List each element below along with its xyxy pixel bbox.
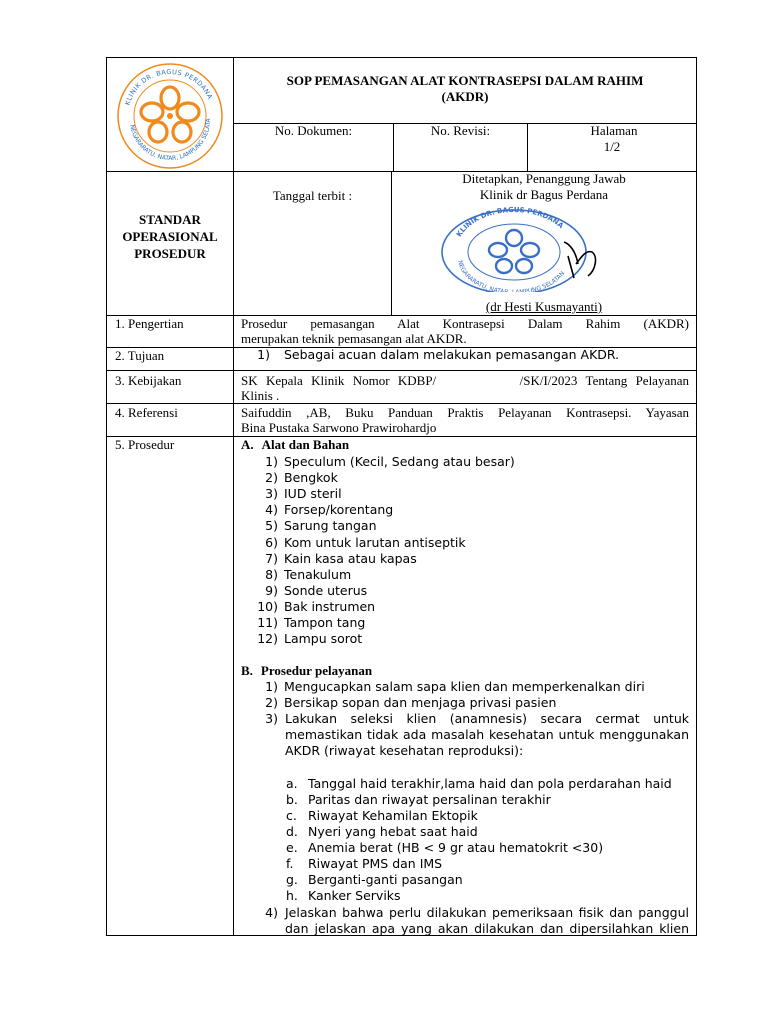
document-title: SOP PEMASANGAN ALAT KONTRASEPSI DALAM RAHIM (AKDR) bbox=[286, 73, 644, 104]
svg-text:KLINIK DR. BAGUS PERDANA: KLINIK DR. BAGUS PERDANA bbox=[455, 205, 565, 239]
ditetapkan-block: Ditetapkan, Penanggung Jawab Klinik dr Bagus Perdana bbox=[462, 171, 626, 202]
tanggal-terbit-label: Tanggal terbit : bbox=[272, 188, 353, 203]
alat-item-text: Bak instrumen bbox=[284, 598, 376, 614]
svg-text:NEGARARATU, NATAR, LAMPUNG SEL: NEGARARATU, NATA PUNG SELATAN bbox=[456, 259, 567, 292]
referensi-line2: Bina Pustaka Sarwono Prawirohardjo bbox=[241, 420, 437, 435]
prosedur-label: 5. Prosedur bbox=[115, 437, 175, 452]
riwayat-item-letter: d. bbox=[286, 824, 298, 839]
alat-item-number: 7) bbox=[265, 550, 278, 566]
riwayat-item-text: Berganti-ganti pasangan bbox=[308, 872, 463, 887]
pengertian-line2: merupakan teknik pemasangan alat AKDR. bbox=[241, 331, 467, 346]
alat-item-number: 1) bbox=[265, 454, 278, 469]
riwayat-item-letter: e. bbox=[286, 840, 298, 855]
referensi-line1: Saifuddin ,AB, Buku Panduan Praktis Pelayanan Kontrasepsi. Yayasan bbox=[241, 405, 689, 420]
alat-heading: A. Alat dan Bahan bbox=[241, 437, 350, 452]
step3-line2: memastikan tidak ada masalah kesehatan untuk menggunakan bbox=[285, 727, 689, 742]
riwayat-item-letter: b. bbox=[286, 792, 298, 807]
riwayat-item-letter: a. bbox=[286, 776, 298, 791]
riwayat-item-text: Anemia berat (HB < 9 gr atau hematokrit <30) bbox=[308, 840, 604, 855]
riwayat-item-letter: f. bbox=[286, 856, 294, 871]
sop-label: STANDAR OPERASIONAL PROSEDUR bbox=[122, 212, 218, 261]
riwayat-item-letter: g. bbox=[286, 872, 298, 887]
halaman-value: 1/2 bbox=[603, 139, 621, 154]
svg-text:KLINIK DR. BAGUS PERDANA: KLINIK DR. BAGUS PERDANA bbox=[123, 67, 215, 107]
step3-line1: Lakukan seleksi klien (anamnesis) secara cermat untuk bbox=[285, 711, 689, 726]
alat-item-text: Lampu sorot bbox=[284, 631, 363, 647]
pelayanan-heading: B. Prosedur pelayanan bbox=[241, 663, 373, 678]
clinic-logo bbox=[108, 58, 232, 170]
alat-item-text: Tampon tang bbox=[284, 615, 366, 630]
alat-item-number: 11) bbox=[257, 615, 278, 630]
alat-item-text: Tenakulum bbox=[284, 566, 352, 582]
referensi-label: 4. Referensi bbox=[115, 405, 178, 420]
alat-item-text: Speculum (Kecil, Sedang atau besar) bbox=[284, 454, 515, 469]
signature-mark bbox=[564, 242, 595, 278]
riwayat-item-text: Paritas dan riwayat persalinan terakhir bbox=[308, 792, 551, 807]
pengertian-line1: Prosedur pemasangan Alat Kontrasepsi Dalam Rahim (AKDR) bbox=[241, 316, 689, 331]
alat-item-number: 8) bbox=[265, 566, 278, 582]
riwayat-item-letter: c. bbox=[286, 808, 297, 823]
pengertian-label: 1. Pengertian bbox=[115, 316, 184, 331]
step3-line3: AKDR (riwayat kesehatan reproduksi): bbox=[285, 743, 524, 758]
alat-item-text: Forsep/korentang bbox=[284, 502, 394, 518]
alat-item-number: 12) bbox=[257, 631, 278, 647]
alat-item-number: 3) bbox=[265, 486, 278, 502]
alat-item-text: Kain kasa atau kapas bbox=[284, 550, 417, 566]
alat-item-text: IUD steril bbox=[284, 486, 342, 502]
riwayat-item-letter: h. bbox=[286, 888, 298, 903]
alat-item-text: Bengkok bbox=[284, 470, 338, 486]
kebijakan-line1: SK Kepala Klinik Nomor KDBP/ /SK/I/2023 Tentang Pelayanan bbox=[241, 373, 689, 388]
step4-line1: Jelaskan bahwa perlu dilakukan pemeriksaan fisik dan panggul bbox=[285, 905, 689, 920]
riwayat-item-text: Riwayat PMS dan IMS bbox=[308, 856, 443, 871]
kebijakan-line2: Klinis . bbox=[241, 388, 280, 403]
riwayat-item-text: Nyeri yang hebat saat haid bbox=[308, 824, 478, 839]
riwayat-item-text: Tanggal haid terakhir,lama haid dan pola perdarahan haid bbox=[308, 776, 672, 791]
alat-item-number: 5) bbox=[265, 518, 278, 534]
clinic-stamp bbox=[436, 204, 606, 292]
alat-item-text: Kom untuk larutan antiseptik bbox=[284, 534, 466, 550]
alat-item-text: Sonde uterus bbox=[284, 582, 368, 598]
step4-line2: dan jelaskan apa yang akan dilakukan dan dipersilahkan klien bbox=[285, 921, 689, 936]
riwayat-item-text: Riwayat Kehamilan Ektopik bbox=[308, 808, 478, 823]
alat-item-text: Sarung tangan bbox=[284, 518, 377, 534]
alat-item-number: 6) bbox=[265, 534, 278, 550]
riwayat-item-text: Kanker Serviks bbox=[308, 888, 401, 903]
svg-text:NEGARARATU, NATAR, LAMPUNG SEL: NEGARARATU, NATAR, LAMPUNG SELATA bbox=[128, 118, 213, 163]
halaman-label: Halaman bbox=[590, 123, 638, 138]
alat-item-number: 4) bbox=[265, 502, 278, 518]
kebijakan-label: 3. Kebijakan bbox=[115, 373, 182, 388]
alat-item-number: 9) bbox=[265, 582, 278, 598]
no-revisi-label: No. Revisi: bbox=[430, 123, 491, 138]
no-dokumen-label: No. Dokumen: bbox=[274, 123, 353, 138]
alat-item-number: 10) bbox=[257, 598, 278, 614]
alat-item-number: 2) bbox=[265, 470, 278, 486]
tujuan-label: 2. Tujuan bbox=[115, 348, 165, 363]
signatory-name: (dr Hesti Kusmayanti) bbox=[485, 299, 603, 314]
